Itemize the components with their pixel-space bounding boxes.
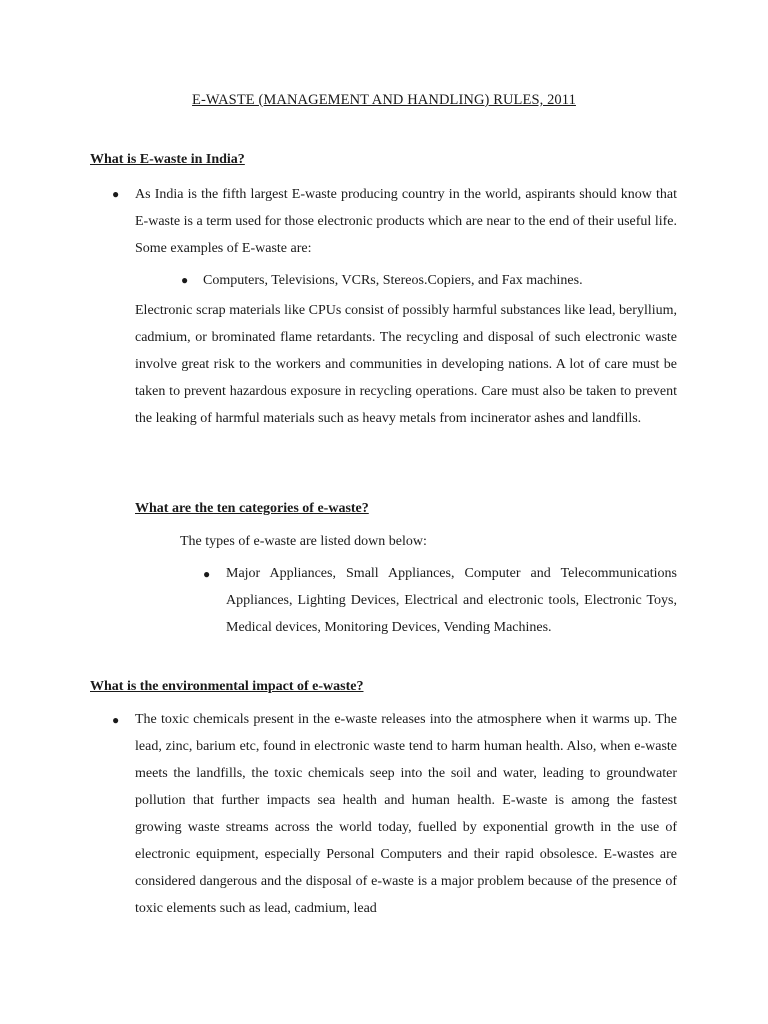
intro-types-of-ewaste: The types of e-waste are listed down below:: [180, 534, 427, 549]
section-heading-environmental-impact: What is the environmental impact of e-waste?: [90, 679, 364, 694]
document-title: E-WASTE (MANAGEMENT AND HANDLING) RULES, 2011: [192, 92, 576, 108]
paragraph-electronic-scrap: Electronic scrap materials like CPUs consist of possibly harmful substances like lead, beryllium, cadmium, or brominated flame retardants. The recycling and disposal of such electronic waste involve great risk to the workers and communities in developing nations. A lot of care must be taken to prevent hazardous exposure in recycling operations. Care must also be taken to prevent the leaking of harmful materials such as heavy metals from incinerator ashes and landfills.: [135, 303, 677, 426]
bullet-marker: ●: [112, 713, 120, 727]
bullet-paragraph-ewaste-definition: As India is the fifth largest E-waste producing country in the world, aspirants should know that E-waste is a term used for those electronic products which are near to the end of their useful life. Some examples of E-waste are:: [135, 187, 677, 256]
bullet-examples: Computers, Televisions, VCRs, Stereos.Copiers, and Fax machines.: [203, 273, 583, 288]
section-heading-what-is-ewaste: What is E-waste in India?: [90, 152, 245, 167]
bullet-environmental-impact: The toxic chemicals present in the e-waste releases into the atmosphere when it warms up. The lead, zinc, barium etc, found in electronic waste tend to harm human health. Also, when e-waste meets the landfills, the toxic chemicals seep into the soil and water, leading to groundwater pollution that further impacts sea health and human health. E-waste is among the fastest growing waste streams across the world today, fuelled by exponential growth in the use of electronic equipment, especially Personal Computers and their rapid obsolesce. E-wastes are considered dangerous and the disposal of e-waste is a major problem because of the presence of toxic elements such as lead, cadmium, lead: [135, 712, 677, 916]
bullet-categories-list: Major Appliances, Small Appliances, Computer and Telecommunications Appliances, Lighting Devices, Electrical and electronic tools, Electronic Toys, Medical devices, Monitoring Devices, Vending Machines.: [226, 566, 677, 635]
bullet-marker: ●: [203, 567, 211, 581]
bullet-marker: ●: [112, 187, 120, 201]
bullet-marker: ●: [181, 273, 189, 287]
section-heading-ten-categories: What are the ten categories of e-waste?: [135, 501, 369, 516]
